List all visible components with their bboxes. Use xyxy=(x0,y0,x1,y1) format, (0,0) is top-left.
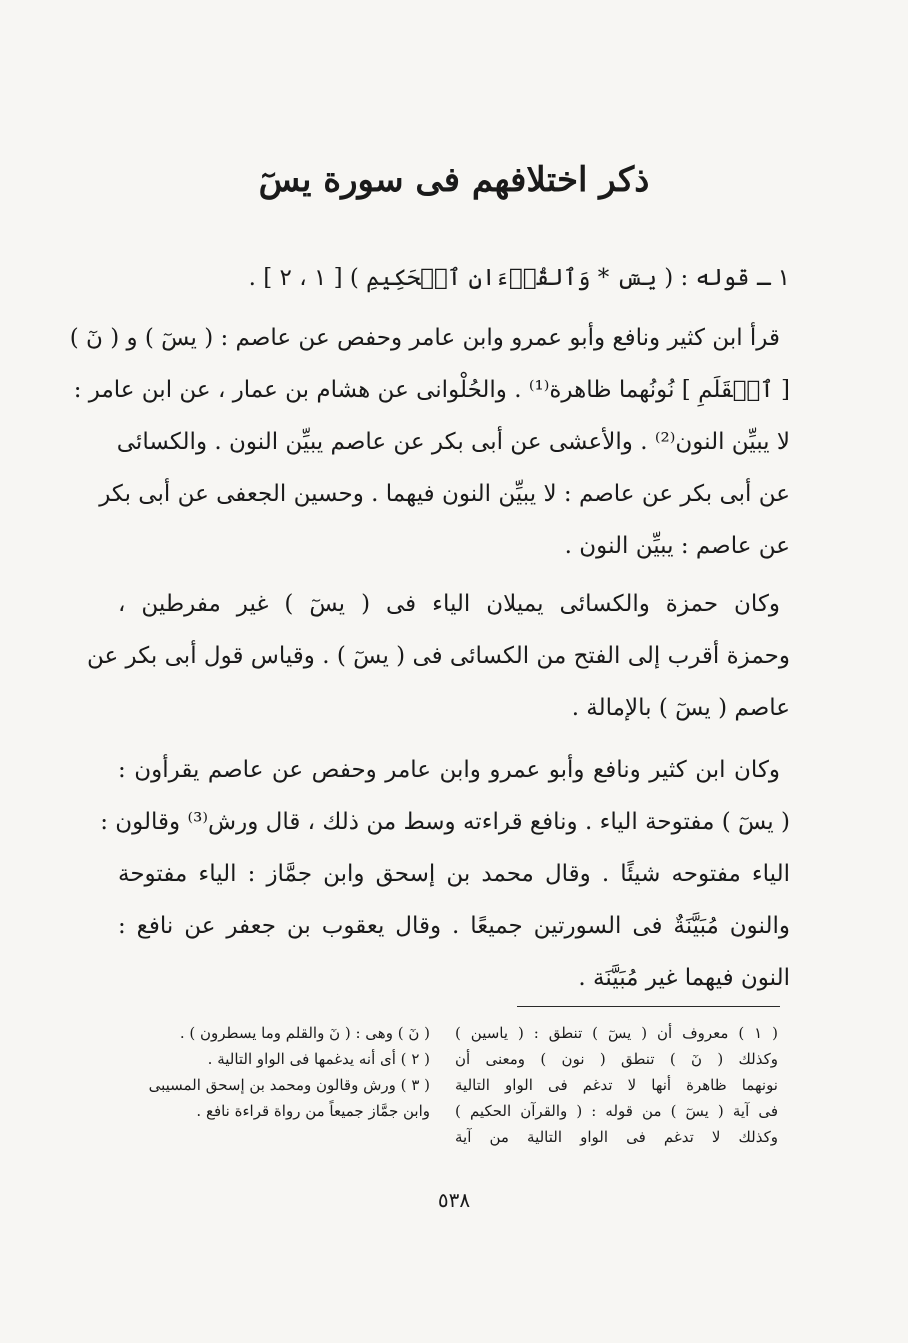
footnote-line: وكذلك لا تدغم فى الواو التالية من آية xyxy=(455,1128,778,1146)
footnote-line: ( ٣ ) ورش وقالون ومحمد بن إسحق المسيبى xyxy=(148,1076,430,1094)
footnote-divider xyxy=(517,1006,780,1007)
paragraph-line: لا يبيِّن النون⁽²⁾ . والأعشى عن أبى بكر عن عاصم يبيِّن النون . والكسائى xyxy=(116,429,790,455)
paragraph-line: النون فيهما غير مُبَيَّنَة . xyxy=(578,965,790,991)
page-title: ذكر اختلافهم فى سورة يسٓ xyxy=(258,160,650,200)
footnote-line: نونهما ظاهرة أنها لا تدغم فى الواو التالية xyxy=(455,1076,778,1094)
paragraph-line: عن أبى بكر عن عاصم : لا يبيِّن النون فيهما . وحسين الجعفى عن أبى بكر xyxy=(99,481,790,507)
footnote-line: وكذلك ( نٓ ) تنطق ( نون ) ومعنى أن xyxy=(455,1050,778,1068)
paragraph-line: وكان ابن كثير ونافع وأبو عمرو وابن عامر وحفص عن عاصم يقرأون : xyxy=(118,757,780,783)
paragraph-line: عن عاصم : يبيِّن النون . xyxy=(564,533,790,559)
footnote-line: فى آية ( يسٓ ) من قوله : ( والقرآن الحكيم ) xyxy=(455,1102,778,1120)
footnote-line: ( نٓ ) وهى : ( نٓ والقلم وما يسطرون ) . xyxy=(179,1024,430,1042)
paragraph-line: [ ٱلۡقَلَمِ ] نُونُهما ظاهرة⁽¹⁾ . والحُلْوانى عن هشام بن عمار ، عن ابن عامر : xyxy=(73,377,790,403)
paragraph-line: وحمزة أقرب إلى الفتح من الكسائى فى ( يسٓ ) . وقياس قول أبى بكر عن xyxy=(86,643,790,669)
paragraph-line: عاصم ( يسٓ ) بالإمالة . xyxy=(571,695,790,721)
page-number: ٥٣٨ xyxy=(437,1188,471,1212)
paragraph-line: ( يسٓ ) مفتوحة الياء . ونافع قراءته وسط من ذلك ، قال ورش⁽³⁾ وقالون : xyxy=(100,809,790,835)
paragraph-line: والنون مُبَيَّنَةٌ فى السورتين جميعًا . وقال يعقوب بن جعفر عن نافع : xyxy=(118,913,790,939)
paragraph-line: الياء مفتوحه شيئًا . وقال محمد بن إسحق وابن جمَّاز : الياء مفتوحة xyxy=(118,861,790,887)
paragraph-line: قرأ ابن كثير ونافع وأبو عمرو وابن عامر وحفص عن عاصم : ( يسٓ ) و ( نٓ ) xyxy=(69,325,780,351)
footnote-line: ( ١ ) معروف أن ( يسٓ ) تنطق : ( ياسين ) xyxy=(455,1024,779,1042)
paragraph-line: وكان حمزة والكسائى يميلان الياء فى ( يسٓ ) غير مفرطين ، xyxy=(118,591,780,617)
footnote-line: وابن جمَّاز جميعاً من رواة قراءة نافع . xyxy=(196,1102,430,1120)
footnote-line: ( ٢ ) أى أنه يدغمها فى الواو التالية . xyxy=(207,1050,430,1068)
verse-reference-line: ١ ـ قوله : ( يسٓ * وَٱلقُرۡءَانِ ٱلۡحَكِيمِ ) [ ١ ، ٢ ] . xyxy=(248,265,790,291)
